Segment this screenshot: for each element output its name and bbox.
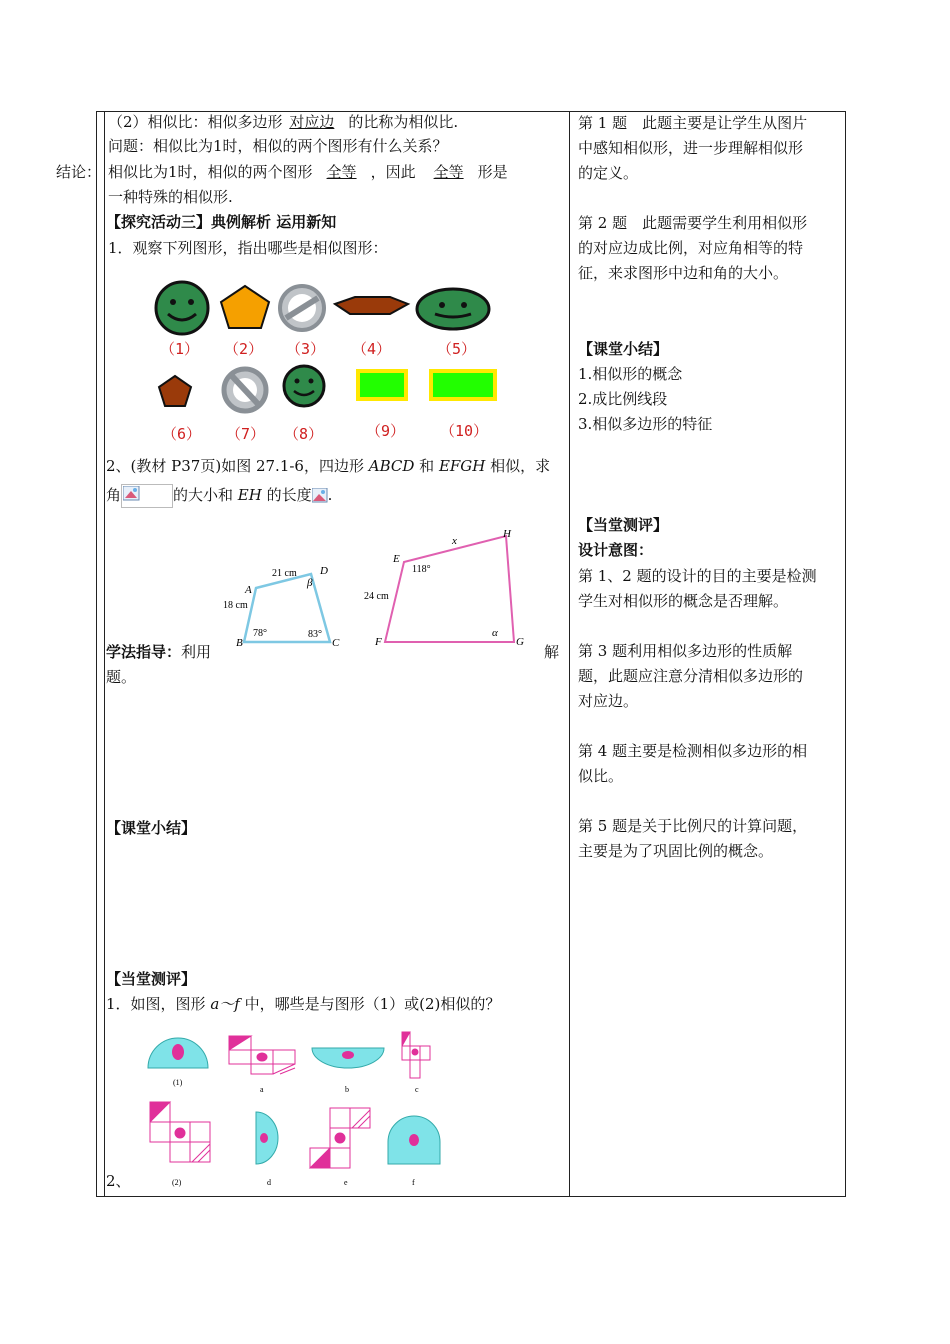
- smiley-face-wide: [417, 289, 489, 329]
- fig-label-a: a: [260, 1085, 264, 1094]
- design-notes: [578, 564, 840, 864]
- similarity-figures: [140, 1030, 455, 1196]
- label-ef-length: 24 cm: [364, 591, 389, 602]
- text: EFGH: [438, 457, 486, 475]
- smiley-face-1: [156, 282, 208, 334]
- note-line: 第 1、2 题的设计的目的主要是检测: [578, 567, 817, 585]
- right-notes: [578, 111, 840, 286]
- pentagon-orange: [221, 286, 269, 328]
- no-sign-2: [224, 369, 266, 411]
- label-a: A: [245, 584, 252, 596]
- summary-heading-left: 【课堂小结】: [106, 819, 197, 837]
- fig-label-c: c: [415, 1085, 419, 1094]
- conclusion-line-2: 一种特殊的相似形.: [108, 188, 233, 206]
- shapes-row-1: [150, 280, 500, 340]
- quadrilateral-figure: [218, 522, 533, 652]
- design-intent-heading: 设计意图：: [578, 541, 654, 559]
- broken-image-icon: [312, 488, 328, 504]
- summary-item-1: 1.相似形的概念: [578, 365, 683, 383]
- rectangle-wide: [431, 371, 495, 399]
- shape-label-8: （8）: [284, 425, 324, 443]
- text: ，因此: [370, 163, 416, 181]
- blank-answer: 全等: [326, 163, 357, 181]
- label-e: E: [393, 553, 400, 565]
- label-angle-c: 83°: [308, 629, 322, 640]
- label-ad-length: 21 cm: [272, 568, 297, 579]
- note-line: 第 1 题 此题主要是让学生从图片: [578, 114, 808, 132]
- table-column-divider: [569, 112, 570, 1196]
- note-line: 第 2 题 此题需要学生利用相似形: [578, 214, 808, 232]
- test-heading-right: 【当堂测评】: [578, 516, 669, 534]
- label-g: G: [516, 636, 524, 648]
- pentagon-brown-wide: [335, 297, 408, 314]
- study-guide: [106, 641, 211, 663]
- shape-label-3: （3）: [286, 340, 326, 358]
- question-line: 问题：相似比为1时，相似的两个图形有什么关系？: [108, 137, 448, 155]
- shape-label-2: （2）: [224, 340, 264, 358]
- question-1: 1．观察下列图形，指出哪些是相似图形：: [108, 239, 388, 257]
- label-b: B: [236, 637, 243, 649]
- question-2-cont: [106, 484, 332, 508]
- note-line: 征，来求图形中边和角的大小。: [578, 264, 789, 282]
- fig-label-1: (1): [173, 1078, 183, 1087]
- test-heading-left: 【当堂测评】: [106, 970, 197, 988]
- text: a～f: [210, 995, 240, 1013]
- summary-item-2: 2.成比例线段: [578, 390, 668, 408]
- note-q1: [578, 111, 840, 186]
- summary-item-3: 3.相似多边形的特征: [578, 415, 713, 433]
- text: 的比称为相似比.: [348, 113, 459, 131]
- text: EH: [237, 486, 262, 504]
- note-line: 第 4 题主要是检测相似多边形的相: [578, 742, 808, 760]
- label-ab-length: 18 cm: [223, 600, 248, 611]
- test-question-1: [106, 993, 500, 1015]
- note-line: 第 3 题利用相似多边形的性质解: [578, 642, 793, 660]
- text: ABCD: [368, 457, 415, 475]
- study-guide-end: 解: [544, 643, 560, 661]
- question-2: [106, 455, 550, 477]
- similarity-ratio-line: [108, 111, 458, 133]
- text: 形是: [477, 163, 508, 181]
- shape-label-9: （9）: [366, 422, 406, 440]
- shapes-row-2: [150, 362, 510, 422]
- activity3-heading: 【探究活动三】典例解析 运用新知: [106, 213, 337, 231]
- shape-label-1: （1）: [160, 340, 200, 358]
- shape-label-10: （10）: [440, 422, 489, 440]
- text: （2）相似比：相似多边形: [108, 113, 288, 131]
- text: 的长度: [261, 486, 312, 504]
- table-left-divider: [104, 112, 105, 1196]
- label-h: H: [503, 528, 511, 540]
- fig-label-e: e: [344, 1178, 348, 1187]
- label-angle-e: 118°: [412, 564, 431, 575]
- shape-label-6: （6）: [162, 425, 202, 443]
- text: 相似，求: [485, 457, 551, 475]
- note-q2: [578, 211, 840, 286]
- label-angle-b: 78°: [253, 628, 267, 639]
- text: .: [327, 486, 333, 504]
- conclusion-line: [108, 161, 508, 183]
- text: 中，哪些是与图形（1）或(2)相似的？: [239, 995, 501, 1013]
- note-line: 题，此题应注意分清相似多边形的: [578, 667, 804, 685]
- fig-f-arch: [388, 1116, 440, 1164]
- conclusion-label: 结论：: [56, 163, 102, 181]
- label-d: D: [320, 565, 328, 577]
- summary-heading-right: 【课堂小结】: [578, 340, 669, 358]
- fig-label-d: d: [267, 1178, 271, 1187]
- rectangle-small: [358, 371, 406, 399]
- fig-label-2: (2): [172, 1178, 182, 1187]
- text: 2、(教材 P37页)如图 27.1-6，四边形: [106, 457, 369, 475]
- note-line: 学生对相似形的概念是否理解。: [578, 592, 789, 610]
- note-line: 主要是为了巩固比例的概念。: [578, 842, 774, 860]
- pentagon-brown-small: [159, 376, 191, 406]
- note-line: 的定义。: [578, 164, 639, 182]
- text: 利用: [181, 643, 212, 661]
- fig-label-b: b: [345, 1085, 349, 1094]
- text: 角: [106, 486, 122, 504]
- test-question-2: 2、: [106, 1172, 131, 1190]
- note-line: 似比。: [578, 767, 624, 785]
- shape-label-5: （5）: [437, 340, 477, 358]
- text: 1．如图，图形: [106, 995, 211, 1013]
- text: 相似比为1时，相似的两个图形: [108, 163, 313, 181]
- label-alpha: α: [492, 627, 498, 639]
- text: 的大小和: [173, 486, 238, 504]
- note-line: 第 5 题是关于比例尺的计算问题，: [578, 817, 808, 835]
- label-x: x: [452, 535, 457, 547]
- guide-label: 学法指导：: [106, 643, 182, 661]
- smiley-face-small: [284, 366, 324, 406]
- note-line: 对应边。: [578, 692, 639, 710]
- label-c: C: [332, 637, 340, 649]
- note-line: 的对应边成比例，对应角相等的特: [578, 239, 804, 257]
- shape-label-7: （7）: [226, 425, 266, 443]
- broken-image-icon: [121, 484, 173, 508]
- label-beta: β: [307, 577, 313, 589]
- note-line: 中感知相似形，进一步理解相似形: [578, 139, 804, 157]
- blank-answer: 对应边: [289, 113, 335, 131]
- study-guide-cont: 题。: [106, 668, 137, 686]
- blank-answer: 全等: [433, 163, 464, 181]
- text: 和: [414, 457, 439, 475]
- no-sign-1: [280, 286, 324, 330]
- shape-label-4: （4）: [352, 340, 392, 358]
- fig-label-f: f: [412, 1178, 415, 1187]
- label-f: F: [375, 636, 382, 648]
